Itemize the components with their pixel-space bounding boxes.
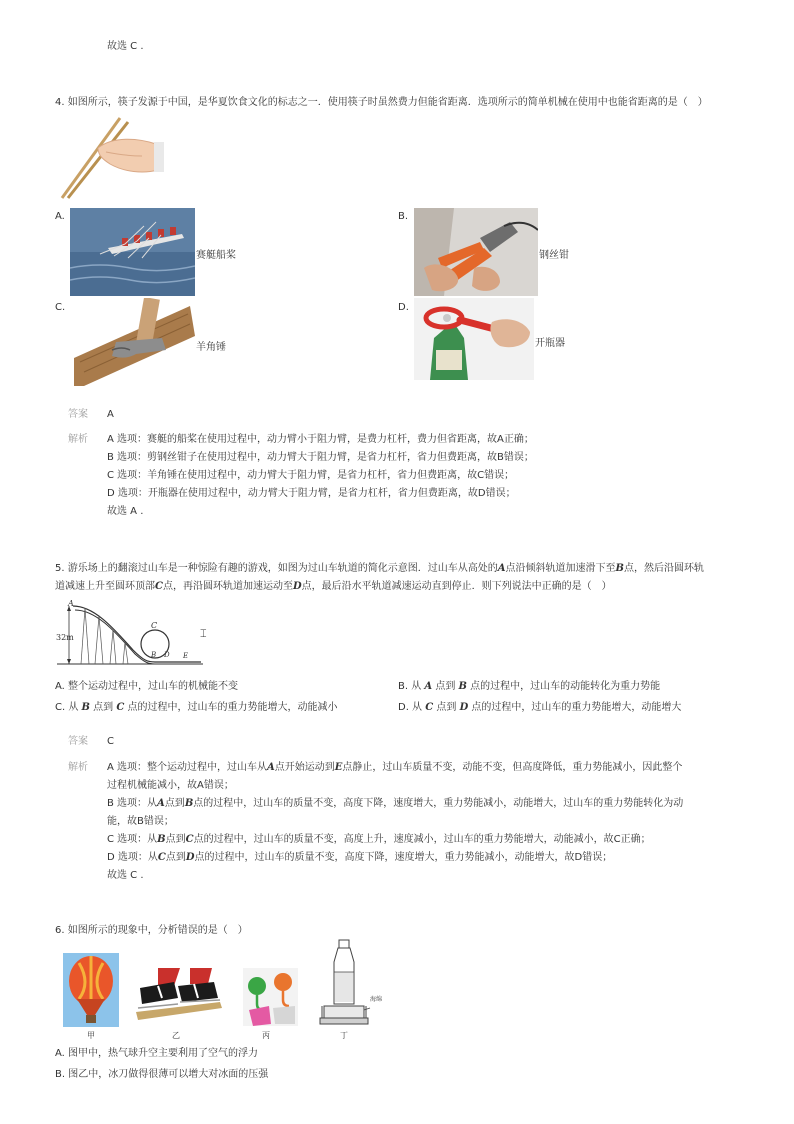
q5-analysis-a-cont: 过程机械能减小，故A错误； (107, 780, 234, 791)
roller-coaster-track-diagram (55, 600, 215, 670)
point-d-label: D (164, 651, 170, 659)
q5-analysis-label: 解析 (68, 762, 88, 773)
bottle-opener-image (414, 298, 534, 380)
point-e-label: E (183, 652, 189, 660)
pliers-image (414, 208, 538, 296)
point-c-label: C (151, 621, 158, 630)
q4-option-c-caption: 羊角锤 (196, 342, 226, 353)
q4-analysis-line-3: C 选项：羊角锤在使用过程中，动力臂大于阻力臂，是省力杠杆，省力但费距离，故C错误； (107, 470, 515, 481)
q4-option-d-letter[interactable]: D. (398, 302, 409, 313)
point-b-label: B (151, 651, 157, 659)
q5-analysis-d: D 选项：从C点到D点的过程中，过山车的质量不变，高度下降，速度增大，重力势能减小，动能增大，故D错误； (107, 852, 613, 863)
q4-analysis-line-1: A 选项：赛艇的船桨在使用过程中，动力臂小于阻力臂，是费力杠杆，费力但省距离，故A正确； (107, 434, 534, 445)
ice-skate-image (128, 968, 226, 1030)
caption-ding: 丁 (340, 1031, 348, 1040)
height-label: 32m (56, 633, 74, 642)
chopsticks-hand-image (58, 112, 166, 202)
q4-option-d-caption: 开瓶器 (535, 338, 565, 349)
suction-hooks-image (243, 968, 298, 1026)
q5-analysis-c: C 选项：从B点到C点的过程中，过山车的质量不变，高度上升，速度减小，过山车的重力势能增大，动能减小，故C正确； (107, 834, 651, 845)
q4-answer: A (107, 409, 114, 420)
q5-answer: C (107, 736, 114, 747)
previous-conclusion: 故选 C . (107, 41, 144, 52)
q4-option-a-caption: 赛艇船桨 (196, 250, 236, 261)
q4-analysis-label: 解析 (68, 434, 88, 445)
q6-stem: 6. 如图所示的现象中，分析错误的是（ ） (55, 925, 248, 936)
q4-option-c-letter[interactable]: C. (55, 302, 66, 313)
q4-answer-label: 答案 (68, 409, 88, 420)
q5-option-d[interactable]: D. 从 C 点到 D 点的过程中，过山车的重力势能增大，动能增大 (398, 702, 682, 713)
q5-stem-line-2: 道减速上升至圆环顶部C点，再沿圆环轨道加速运动至D点，最后沿水平轨道减速运动直到停止．则下列说法中正确的是（ ） (55, 581, 612, 592)
q5-answer-label: 答案 (68, 736, 88, 747)
q4-option-b-caption: 钢丝钳 (539, 250, 569, 261)
q5-analysis-b: B 选项：从A点到B点的过程中，过山车的质量不变，高度下降，速度增大，重力势能减小，动能增大，过山车的重力势能转化为动 (107, 798, 684, 809)
q5-option-c[interactable]: C. 从 B 点到 C 点的过程中，过山车的重力势能增大，动能减小 (55, 702, 338, 713)
q5-stem-line-1: 5. 游乐场上的翻滚过山车是一种惊险有趣的游戏，如图为过山车轨道的简化示意图．过山车从高处的A点沿倾斜轨道加速滑下至B点，然后沿圆环轨 (55, 563, 704, 574)
q4-stem: 4. 如图所示，筷子发源于中国，是华夏饮食文化的标志之一．使用筷子时虽然费力但能省距离．选项所示的简单机械在使用中也能省距离的是（ ） (55, 97, 708, 108)
q4-analysis-line-5: 故选 A . (107, 506, 144, 517)
caption-bing: 丙 (262, 1031, 270, 1040)
q5-analysis-a: A 选项：整个运动过程中，过山车从A点开始运动到E点静止，过山车质量不变，动能不变，但高度降低，重力势能减小，因此整个 (107, 762, 683, 773)
q4-option-b-letter[interactable]: B. (398, 211, 409, 222)
q5-analysis-b-cont: 能，故B错误； (107, 816, 174, 827)
caption-jia: 甲 (87, 1031, 95, 1040)
q6-option-b[interactable]: B. 图乙中，冰刀做得很薄可以增大对冰面的压强 (55, 1069, 269, 1080)
q4-analysis-line-2: B 选项：剪钢丝钳子在使用过程中，动力臂大于阻力臂，是省力杠杆，省力但费距离，故B错误； (107, 452, 534, 463)
hot-air-balloon-image (63, 953, 119, 1027)
q5-option-a[interactable]: A. 整个运动过程中，过山车的机械能不变 (55, 681, 239, 692)
bottle-on-sponge-image (318, 938, 390, 1030)
q5-conclusion: 故选 C . (107, 870, 144, 881)
q4-analysis-line-4: D 选项：开瓶器在使用过程中，动力臂大于阻力臂，是省力杠杆，省力但费距离，故D错误； (107, 488, 516, 499)
sponge-label: 海绵 (370, 996, 383, 1003)
cursor-mark: ⌶ (200, 627, 207, 640)
q6-option-a[interactable]: A. 图甲中，热气球升空主要利用了空气的浮力 (55, 1048, 259, 1059)
caption-yi: 乙 (172, 1031, 180, 1040)
rowing-boat-image (70, 208, 195, 296)
claw-hammer-image (70, 298, 195, 386)
point-a-label: A (68, 600, 74, 608)
q5-option-b[interactable]: B. 从 A 点到 B 点的过程中，过山车的动能转化为重力势能 (398, 681, 661, 692)
q4-option-a-letter[interactable]: A. (55, 211, 65, 222)
